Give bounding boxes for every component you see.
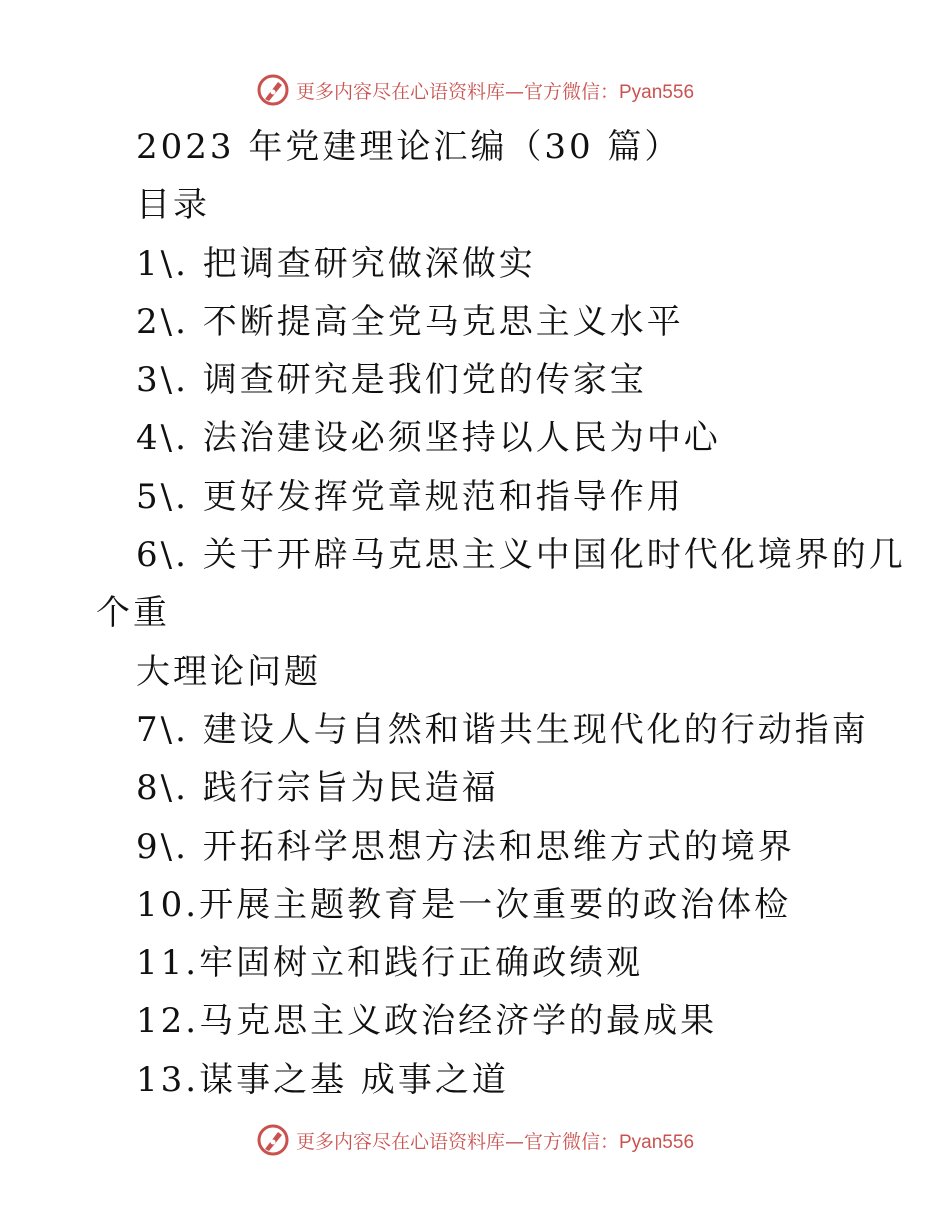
toc-item: 7\. 建设人与自然和谐共生现代化的行动指南 [136, 709, 869, 750]
toc-item: 9\. 开拓科学思想方法和思维方式的境界 [136, 826, 795, 867]
toc-item: 10.开展主题教育是一次重要的政治体检 [136, 884, 792, 925]
banner-handle: Pyan556 [619, 1131, 695, 1153]
pen-logo-icon [256, 73, 290, 107]
toc-item: 13.谋事之基 成事之道 [136, 1059, 509, 1100]
toc-heading: 目录 [136, 185, 210, 226]
pen-logo-icon [256, 1123, 290, 1157]
toc-item: 6\. 关于开辟马克思主义中国化时代化境界的几 [136, 535, 906, 576]
toc-item-continuation: 个重 [96, 593, 170, 634]
banner-text: 更多内容尽在心语资料库—官方微信：Pyan556 [295, 1130, 695, 1153]
toc-item: 1\. 把调查研究做深做实 [136, 243, 536, 284]
banner-text: 更多内容尽在心语资料库—官方微信：Pyan556 [295, 80, 695, 103]
toc-item: 5\. 更好发挥党章规范和指导作用 [136, 476, 684, 517]
header-watermark-banner [0, 70, 950, 110]
toc-item: 3\. 调查研究是我们党的传家宝 [136, 360, 647, 401]
toc-item: 12.马克思主义政治经济学的最成果 [136, 1001, 718, 1042]
document-title: 2023 年党建理论汇编（30 篇） [136, 127, 682, 167]
toc-item-continuation: 大理论问题 [136, 651, 321, 692]
footer-watermark-banner [0, 1120, 950, 1160]
document-body [96, 118, 906, 1109]
toc-item: 4\. 法治建设必须坚持以人民为中心 [136, 418, 721, 459]
toc-item: 8\. 践行宗旨为民造福 [136, 768, 499, 809]
banner-handle: Pyan556 [619, 81, 695, 103]
toc-item: 2\. 不断提高全党马克思主义水平 [136, 301, 684, 342]
toc-item: 11.牢固树立和践行正确政绩观 [136, 943, 644, 984]
